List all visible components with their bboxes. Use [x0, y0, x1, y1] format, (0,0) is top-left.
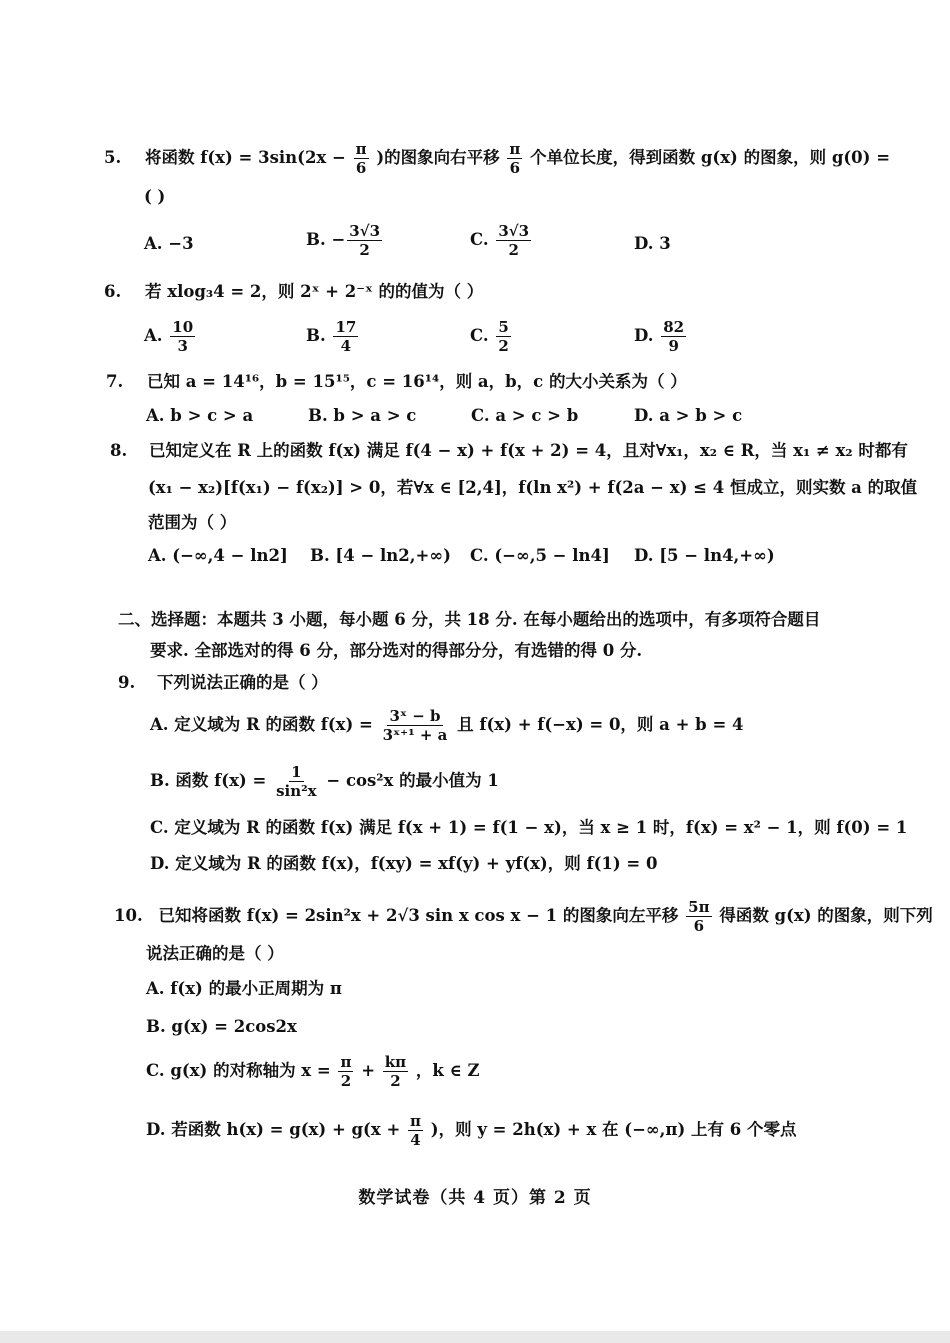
q6-option-b: B. $\frac{17}{4}$: [306, 318, 357, 355]
q10-option-c: C. g(x) 的对称轴为 x = $\frac{\pi}{2}$ + $\frac{k\pi}{2}$ ，k ∈ Z: [146, 1053, 480, 1090]
q9-option-c: C. 定义域为 R 的函数 f(x) 满足 f(x + 1) = f(1 − x)，当 x ≥ 1 时，f(x) = x² − 1，则 f(0) = 1: [150, 818, 908, 837]
q9-number: 9.: [118, 673, 136, 692]
q10-number: 10.: [114, 906, 143, 925]
q10-line2: 说法正确的是（ ）: [146, 944, 284, 963]
q5-paren: ( ): [144, 187, 166, 206]
q10-frac: $\frac{5\pi}{6}$: [688, 898, 710, 935]
q8-option-d: D. [5 − ln4,+∞): [634, 546, 775, 565]
q5-option-b: B. − $\frac{3√3}{2}$: [306, 222, 381, 259]
q10-line1: [114, 898, 933, 935]
q5-option-d: D. 3: [634, 234, 671, 253]
q6-option-d: D. $\frac{82}{9}$: [634, 318, 685, 355]
q10-option-b: B. g(x) = 2cos2x: [146, 1017, 297, 1036]
q8-option-b: B. [4 − ln2,+∞): [310, 546, 451, 565]
q7-option-b: B. b > a > c: [308, 406, 417, 425]
q6-text: 若 xlog₃4 = 2，则 2ˣ + 2⁻ˣ 的的值为（ ）: [144, 282, 484, 301]
q5-function: f(x) = 3sin(2x −: [200, 148, 346, 167]
q9-line: [118, 672, 328, 694]
q6-line: [104, 281, 483, 303]
q8-line1: [110, 440, 908, 462]
q7-text: 已知 a = 14¹⁶，b = 15¹⁵，c = 16¹⁴，则 a，b，c 的大小关系为（ ）: [146, 372, 687, 391]
q8-line2: (x₁ − x₂)[f(x₁) − f(x₂)] > 0，若∀x ∈ [2,4]，f(ln x²) + f(2a − x) ≤ 4 恒成立，则实数 a 的取值: [148, 478, 918, 497]
q8-option-a: A. (−∞,4 − ln2]: [148, 546, 288, 565]
section2-line2: 要求. 全部选对的得 6 分，部分选对的得部分分，有选错的得 0 分.: [150, 641, 643, 660]
q5-line1: [104, 140, 890, 177]
q10-option-d: D. 若函数 h(x) = g(x) + g(x + $\frac{\pi}{4}$ )，则 y = 2h(x) + x 在 (−∞,π) 上有 6 个零点: [146, 1112, 797, 1149]
q7-option-c: C. a > c > b: [471, 406, 579, 425]
q7-option-a: A. b > c > a: [146, 406, 254, 425]
q7-line: [106, 371, 687, 393]
q10-pre: 已知将函数 f(x) = 2sin²x + 2√3 sin x cos x − 1 的图象向左平移: [158, 906, 679, 925]
q10-post: 得函数 g(x) 的图象，则下列: [719, 906, 933, 925]
q5-option-a: A. −3: [144, 234, 194, 253]
q8-line3: 范围为（ ）: [148, 513, 237, 532]
q9-option-a: A. 定义域为 R 的函数 f(x) = $\frac{\text{3ˣ − b}}{\text{3ˣ⁺¹ + a}}$ 且 f(x) + f(−x) = 0，则 a + b = 4: [150, 707, 744, 744]
section2-line1: 二、选择题：本题共 3 小题，每小题 6 分，共 18 分. 在每小题给出的选项中，有多项符合题目: [118, 610, 821, 629]
q5-frac2: $\frac{\pi}{6}$: [509, 140, 521, 177]
q9-stem: 下列说法正确的是（ ）: [156, 673, 328, 692]
q5-option-c: C. $\frac{3√3}{2}$: [470, 222, 530, 259]
q10-option-a: A. f(x) 的最小正周期为 π: [146, 979, 342, 998]
q9-option-b: B. 函数 f(x) = $\frac{1}{\text{sin²x}}$ − cos²x 的最小值为 1: [150, 763, 499, 800]
q5-mid: )的图象向右平移: [376, 148, 500, 167]
q7-number: 7.: [106, 372, 124, 391]
q8-text1: 已知定义在 R 上的函数 f(x) 满足 f(4 − x) + f(x + 2) = 4，且对∀x₁，x₂ ∈ R，当 x₁ ≠ x₂ 时都有: [148, 441, 908, 460]
q9-option-d: D. 定义域为 R 的函数 f(x)，f(xy) = xf(y) + yf(x)，则 f(1) = 0: [150, 854, 658, 873]
q8-number: 8.: [110, 441, 128, 460]
q5-number: 5.: [104, 148, 122, 167]
q5-post: 个单位长度，得到函数 g(x) 的图象，则 g(0) =: [530, 148, 891, 167]
q7-option-d: D. a > b > c: [634, 406, 743, 425]
q5-pre: 将函数: [144, 148, 195, 167]
q6-number: 6.: [104, 282, 122, 301]
page-footer: 数学试卷（共 4 页）第 2 页: [358, 1188, 592, 1208]
q6-option-c: C. $\frac{5}{2}$: [470, 318, 509, 355]
q5-frac1: $\frac{\pi}{6}$: [355, 140, 367, 177]
q8-option-c: C. (−∞,5 − ln4]: [470, 546, 610, 565]
scan-edge: [0, 1331, 950, 1343]
q6-option-a: A. $\frac{10}{3}$: [144, 318, 194, 355]
